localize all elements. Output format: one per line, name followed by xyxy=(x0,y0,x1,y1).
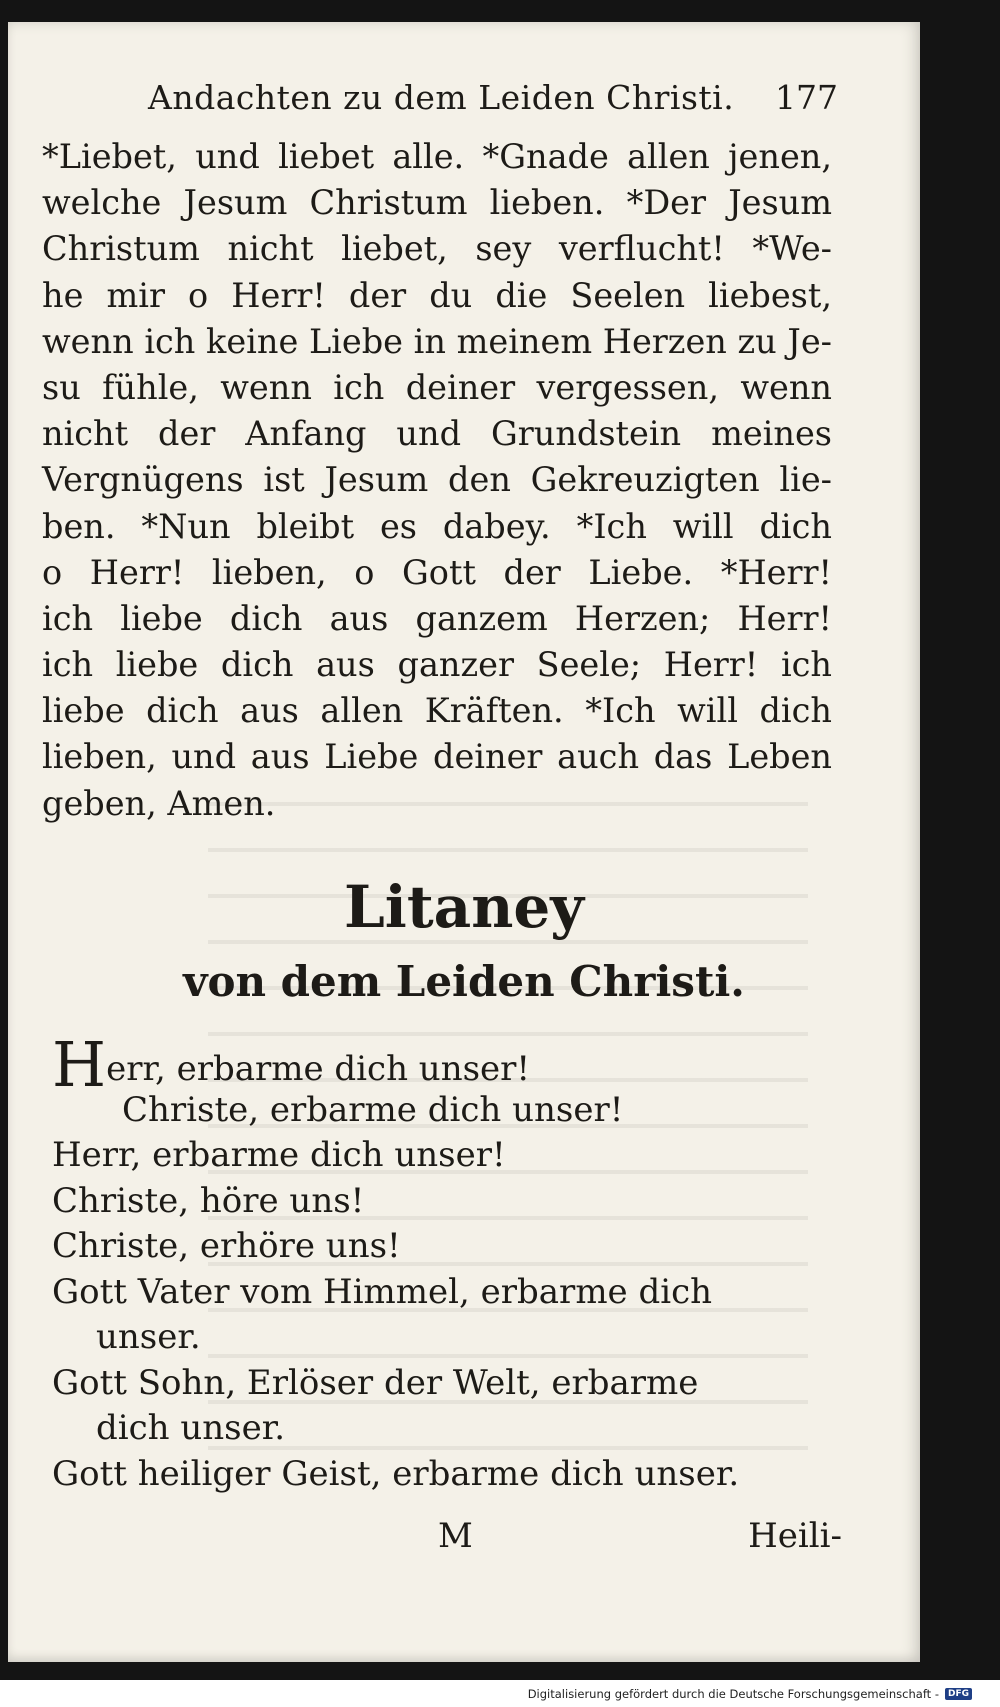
book-page xyxy=(8,22,920,1662)
prayer-line: ich liebe dich aus ganzer Seele; Herr! ich xyxy=(42,645,832,685)
prayer-line: he mir o Herr! der du die Seelen liebest, xyxy=(42,275,832,315)
dfg-logo-icon: DFG xyxy=(945,1688,972,1700)
litany-title: Litaney xyxy=(344,873,584,941)
prayer-line: ich liebe dich aus ganzem Herzen; Herr! xyxy=(42,598,832,638)
credit-text: Digitalisierung gefördert durch die Deutsche Forschungsgemeinschaft - xyxy=(527,1687,939,1701)
litany-line: Christe, erhöre uns! xyxy=(52,1226,401,1266)
litany-line: Christe, höre uns! xyxy=(52,1180,365,1221)
prayer-line: geben, Amen. xyxy=(42,783,276,823)
litany-line xyxy=(52,1028,852,1101)
prayer-text-block xyxy=(42,134,832,827)
prayer-line: *Liebet, und liebet alle. *Gnade allen jenen, xyxy=(42,137,832,176)
litany-line: Christe, erbarme dich unser! xyxy=(122,1089,624,1130)
running-head xyxy=(148,74,838,124)
prayer-line: ben. *Nun bleibt es dabey. *Ich will dich xyxy=(42,506,832,546)
page-number: 177 xyxy=(775,78,838,117)
litany-line: Gott Sohn, Erlöser der Welt, erbarme xyxy=(52,1362,699,1403)
prayer-line: wenn ich keine Liebe in meinem Herzen zu Je- xyxy=(42,321,832,361)
prayer-line: liebe dich aus allen Kräften. *Ich will dich xyxy=(42,691,832,731)
prayer-line: Christum nicht liebet, sey verflucht! *We- xyxy=(42,229,832,269)
litany-line: dich unser. xyxy=(96,1408,286,1448)
litany-line: Gott Vater vom Himmel, erbarme dich xyxy=(52,1271,713,1312)
prayer-line: Vergnügens ist Jesum den Gekreuzigten lie- xyxy=(42,460,832,500)
prayer-line: o Herr! lieben, o Gott der Liebe. *Herr! xyxy=(42,552,832,592)
litany-line: unser. xyxy=(96,1317,201,1357)
prayer-line: nicht der Anfang und Grundstein meines xyxy=(42,414,832,454)
litany-line-text: err, erbarme dich unser! xyxy=(106,1049,531,1089)
litany-line: Gott heiliger Geist, erbarme dich unser. xyxy=(52,1453,740,1494)
page-footer xyxy=(388,1516,842,1566)
running-title: Andachten zu dem Leiden Christi. xyxy=(148,78,735,117)
prayer-line: lieben, und aus Liebe deiner auch das Leben xyxy=(42,737,832,777)
catchword: Heili- xyxy=(748,1516,842,1556)
signature-mark: M xyxy=(438,1516,473,1556)
litany-text-block xyxy=(52,1028,852,1497)
drop-cap-initial: H xyxy=(52,1028,107,1101)
litany-subtitle: von dem Leiden Christi. xyxy=(183,957,745,1006)
litany-line: Herr, erbarme dich unser! xyxy=(52,1135,506,1175)
prayer-line: su fühle, wenn ich deiner vergessen, wenn xyxy=(42,367,832,407)
digitization-credit xyxy=(528,1687,972,1701)
prayer-line: welche Jesum Christum lieben. *Der Jesum xyxy=(42,183,832,223)
